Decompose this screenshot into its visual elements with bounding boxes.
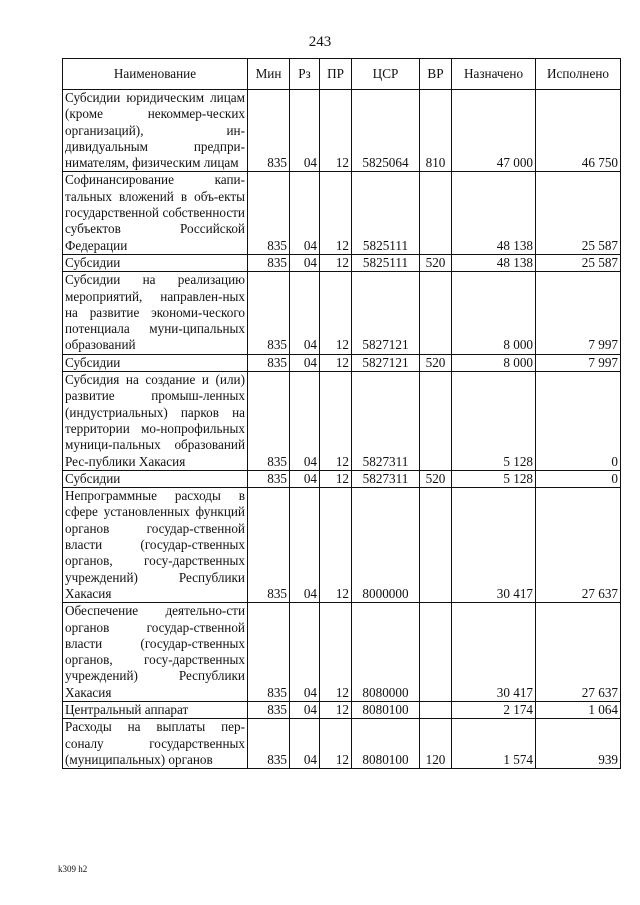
cell-executed: 7 997 [536,272,621,354]
cell-name: Обеспечение деятельно-сти органов государ-ственной власти (государ-ственных органов, госу-дарственных учреждений) Республики Хакасия [63,603,248,702]
cell-rz: 04 [290,603,320,702]
cell-min: 835 [248,354,290,371]
table-row [63,488,621,603]
table-row [63,719,621,769]
header-rz: Рз [290,59,320,90]
cell-name: Субсидии [63,254,248,271]
cell-min: 835 [248,372,290,471]
cell-name: Субсидии на реализацию мероприятий, направлен-ных на развитие экономи-ческого потенциала муни-ципальных образований [63,272,248,354]
cell-csr: 5827311 [352,470,420,487]
cell-pr: 12 [320,354,352,371]
cell-name: Субсидии юридическим лицам (кроме некоммер-ческих организаций), ин-дивидуальным предпри-нимателям, физическим лицам [63,90,248,172]
table-row [63,172,621,254]
cell-rz: 04 [290,172,320,254]
cell-assigned: 30 417 [452,603,536,702]
table-row [63,254,621,271]
cell-name: Непрограммные расходы в сфере установленных функций органов государ-ственной власти (государ-ственных органов, госу-дарственных учреждений) Республики Хакасия [63,488,248,603]
cell-min: 835 [248,172,290,254]
cell-rz: 04 [290,488,320,603]
header-assigned: Назначено [452,59,536,90]
cell-pr: 12 [320,603,352,702]
cell-rz: 04 [290,272,320,354]
cell-name: Субсидии [63,354,248,371]
cell-assigned: 1 574 [452,719,536,769]
cell-rz: 04 [290,701,320,718]
cell-pr: 12 [320,172,352,254]
cell-assigned: 47 000 [452,90,536,172]
cell-executed: 1 064 [536,701,621,718]
cell-min: 835 [248,719,290,769]
cell-csr: 8000000 [352,488,420,603]
cell-vr: 520 [420,470,452,487]
header-row [63,59,621,90]
cell-executed: 27 637 [536,488,621,603]
cell-assigned: 30 417 [452,488,536,603]
header-vr: ВР [420,59,452,90]
cell-name: Субсидии [63,470,248,487]
cell-csr: 5827121 [352,272,420,354]
cell-assigned: 5 128 [452,372,536,471]
header-name: Наименование [63,59,248,90]
cell-pr: 12 [320,488,352,603]
page-number: 243 [308,34,332,50]
cell-pr: 12 [320,701,352,718]
footer-code: k309 h2 [58,864,88,874]
cell-csr: 5827311 [352,372,420,471]
cell-assigned: 8 000 [452,272,536,354]
cell-rz: 04 [290,470,320,487]
cell-min: 835 [248,272,290,354]
cell-csr: 5827121 [352,354,420,371]
cell-csr: 8080100 [352,719,420,769]
cell-name: Центральный аппарат [63,701,248,718]
cell-vr [420,272,452,354]
cell-name: Софинансирование капи-тальных вложений в объ-екты государственной собственности субъектов Российской Федерации [63,172,248,254]
cell-min: 835 [248,90,290,172]
cell-pr: 12 [320,470,352,487]
cell-vr [420,372,452,471]
cell-pr: 12 [320,272,352,354]
cell-executed: 0 [536,470,621,487]
table-row [63,90,621,172]
cell-assigned: 8 000 [452,354,536,371]
cell-rz: 04 [290,90,320,172]
cell-rz: 04 [290,354,320,371]
cell-pr: 12 [320,719,352,769]
cell-executed: 46 750 [536,90,621,172]
header-csr: ЦСР [352,59,420,90]
cell-csr: 5825064 [352,90,420,172]
cell-executed: 27 637 [536,603,621,702]
budget-table [62,58,621,769]
cell-csr: 8080100 [352,701,420,718]
cell-vr: 520 [420,254,452,271]
cell-assigned: 5 128 [452,470,536,487]
cell-min: 835 [248,254,290,271]
header-min: Мин [248,59,290,90]
cell-min: 835 [248,701,290,718]
table-row [63,372,621,471]
cell-name: Расходы на выплаты пер-соналу государственных (муниципальных) органов [63,719,248,769]
cell-executed: 0 [536,372,621,471]
header-pr: ПР [320,59,352,90]
cell-vr: 120 [420,719,452,769]
cell-pr: 12 [320,254,352,271]
cell-pr: 12 [320,90,352,172]
table-row [63,603,621,702]
cell-csr: 5825111 [352,254,420,271]
cell-csr: 8080000 [352,603,420,702]
table-row [63,470,621,487]
cell-assigned: 48 138 [452,254,536,271]
cell-assigned: 2 174 [452,701,536,718]
cell-rz: 04 [290,719,320,769]
cell-vr: 810 [420,90,452,172]
cell-assigned: 48 138 [452,172,536,254]
cell-executed: 25 587 [536,254,621,271]
cell-executed: 939 [536,719,621,769]
cell-vr: 520 [420,354,452,371]
cell-csr: 5825111 [352,172,420,254]
cell-vr [420,488,452,603]
table-row [63,272,621,354]
header-executed: Исполнено [536,59,621,90]
cell-vr [420,701,452,718]
table-row [63,354,621,371]
cell-executed: 25 587 [536,172,621,254]
cell-name: Субсидия на создание и (или) развитие промыш-ленных (индустриальных) парков на территории мо-нопрофильных муници-пальных образований Рес-публики Хакасия [63,372,248,471]
cell-vr [420,172,452,254]
cell-rz: 04 [290,254,320,271]
cell-min: 835 [248,470,290,487]
cell-min: 835 [248,603,290,702]
cell-pr: 12 [320,372,352,471]
table-row [63,701,621,718]
cell-vr [420,603,452,702]
cell-executed: 7 997 [536,354,621,371]
cell-min: 835 [248,488,290,603]
cell-rz: 04 [290,372,320,471]
